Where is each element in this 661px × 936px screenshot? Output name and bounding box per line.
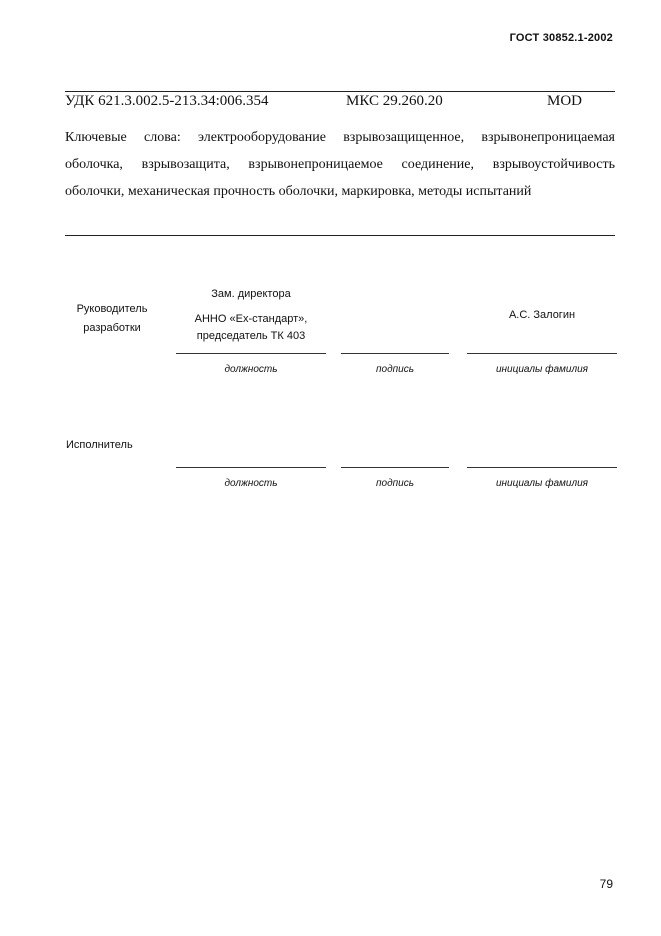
leader-position-line — [176, 353, 326, 354]
executor-role-label: Исполнитель — [66, 439, 133, 451]
leader-position-line2: АННО «Ех-стандарт», — [194, 313, 308, 325]
mks-code: МКС 29.260.20 — [346, 93, 443, 109]
udk-code: УДК 621.3.002.5-213.34:006.354 — [65, 93, 269, 109]
leader-position-line1: Зам. директора — [211, 288, 291, 300]
executor-position-line — [176, 467, 326, 468]
leader-name-line — [467, 353, 617, 354]
executor-name-line — [467, 467, 617, 468]
leader-role-line2: разработки — [83, 322, 141, 334]
executor-signature-line — [341, 467, 449, 468]
keywords-paragraph: Ключевые слова: электрооборудование взрывозащищенное, взрывонепроницаемая оболочка, взрывозащита, взрывонепроницаемое соединение, взрывоустойчивость оболочки, механическая прочность оболочки, маркировка, методы испытаний — [65, 130, 615, 199]
page-number: 79 — [599, 877, 613, 891]
top-rule — [65, 91, 615, 92]
mod-label: MOD — [547, 93, 583, 109]
leader-caption-position: должность — [224, 364, 278, 375]
executor-caption-position: должность — [224, 478, 278, 489]
bottom-rule — [65, 235, 615, 236]
leader-position — [176, 287, 326, 345]
leader-signature-line — [341, 353, 449, 354]
document-code-header: ГОСТ 30852.1-2002 — [509, 32, 613, 44]
leader-role-line1: Руководитель — [76, 303, 148, 315]
leader-caption-name: инициалы фамилия — [495, 364, 588, 375]
leader-name: А.С. Залогин — [508, 309, 576, 321]
executor-caption-signature: подпись — [376, 478, 414, 489]
leader-position-line3: председатель ТК 403 — [196, 330, 306, 342]
executor-caption-name: инициалы фамилия — [495, 478, 588, 489]
leader-role-label — [62, 300, 162, 338]
leader-caption-signature: подпись — [376, 364, 414, 375]
